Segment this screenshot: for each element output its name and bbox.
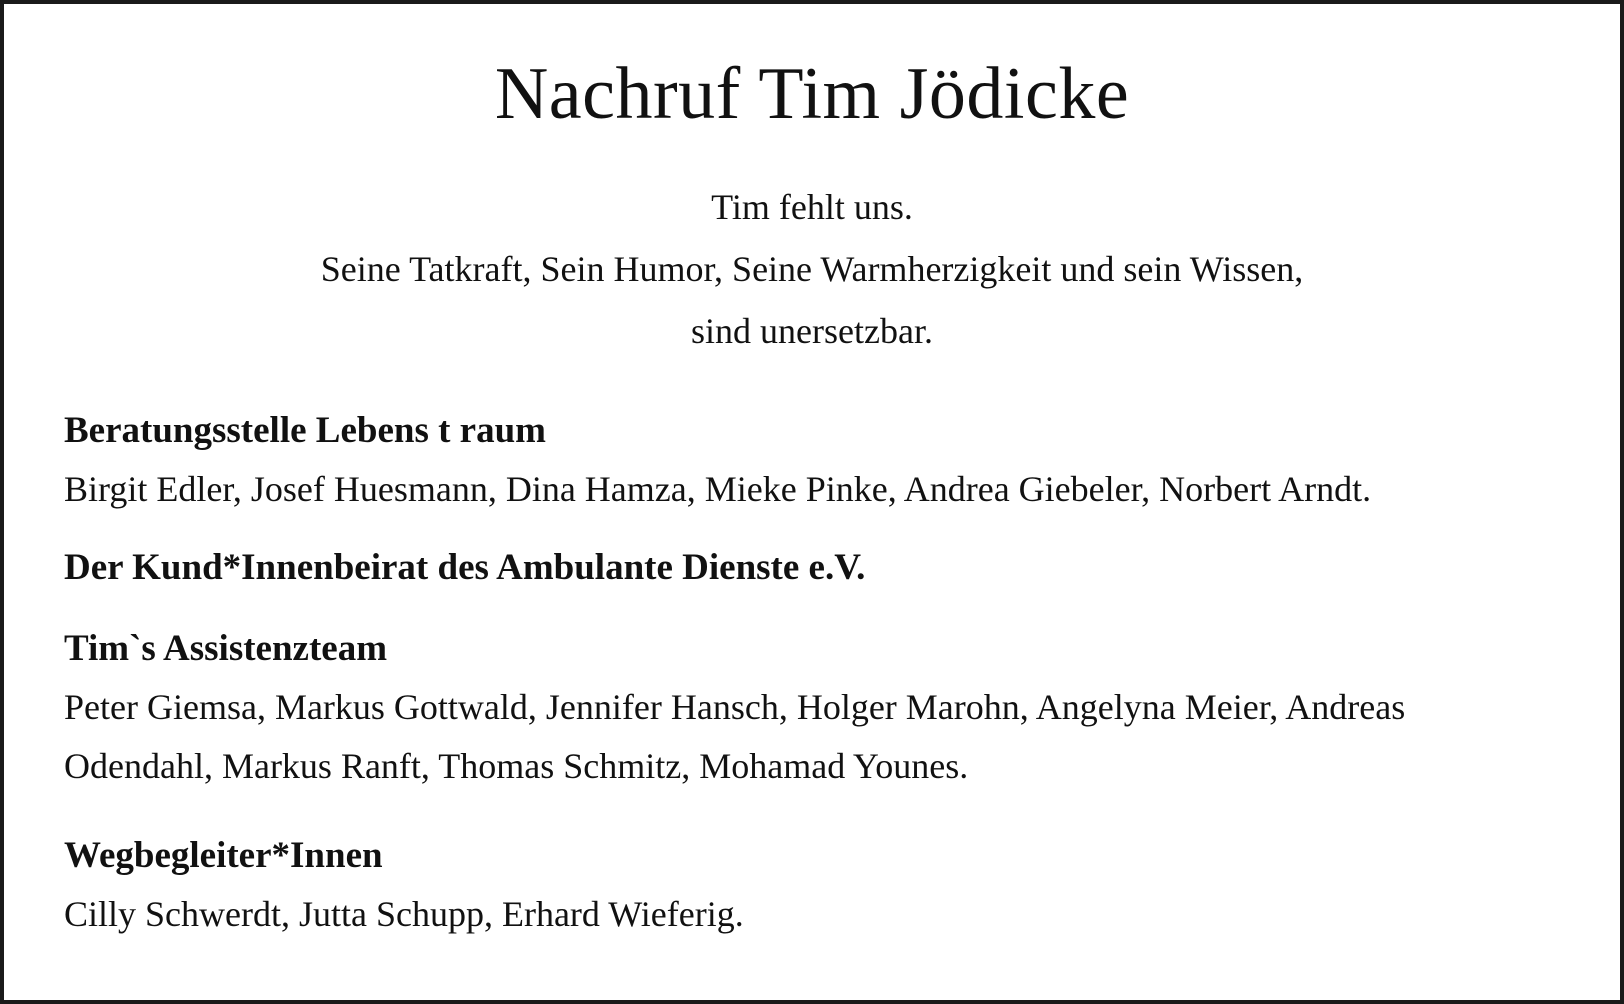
mourners-list	[64, 402, 1580, 944]
section-heading: Wegbegleiter*Innen	[64, 835, 383, 876]
intro-line: sind unersetzbar.	[691, 311, 933, 351]
section-names: Birgit Edler, Josef Huesmann, Dina Hamza, Mieke Pinke, Andrea Giebeler, Norbert Arndt.	[64, 469, 1372, 509]
section-names: Peter Giemsa, Markus Gottwald, Jennifer Hansch, Holger Marohn, Angelyna Meier, Andreas	[64, 687, 1406, 727]
section-heading: Tim`s Assistenzteam	[64, 628, 388, 669]
intro-line: Seine Tatkraft, Sein Humor, Seine Warmherzigkeit und sein Wissen,	[320, 249, 1304, 289]
intro-text	[4, 176, 1620, 362]
section-lebenstraum	[64, 402, 1580, 519]
page-title: Nachruf Tim Jödicke	[494, 53, 1130, 135]
section-names: Odendahl, Markus Ranft, Thomas Schmitz, Mohamad Younes.	[64, 746, 969, 786]
section-heading: Der Kund*Innenbeirat des Ambulante Dienste e.V.	[64, 547, 866, 588]
section-heading: Beratungsstelle Lebens t raum	[64, 410, 546, 451]
section-names: Cilly Schwerdt, Jutta Schupp, Erhard Wieferig.	[64, 894, 744, 934]
section-assistenzteam	[64, 620, 1580, 796]
section-wegbegleiter	[64, 827, 1580, 944]
section-kundinnenbeirat	[64, 539, 1580, 597]
intro-line: Tim fehlt uns.	[711, 187, 913, 227]
